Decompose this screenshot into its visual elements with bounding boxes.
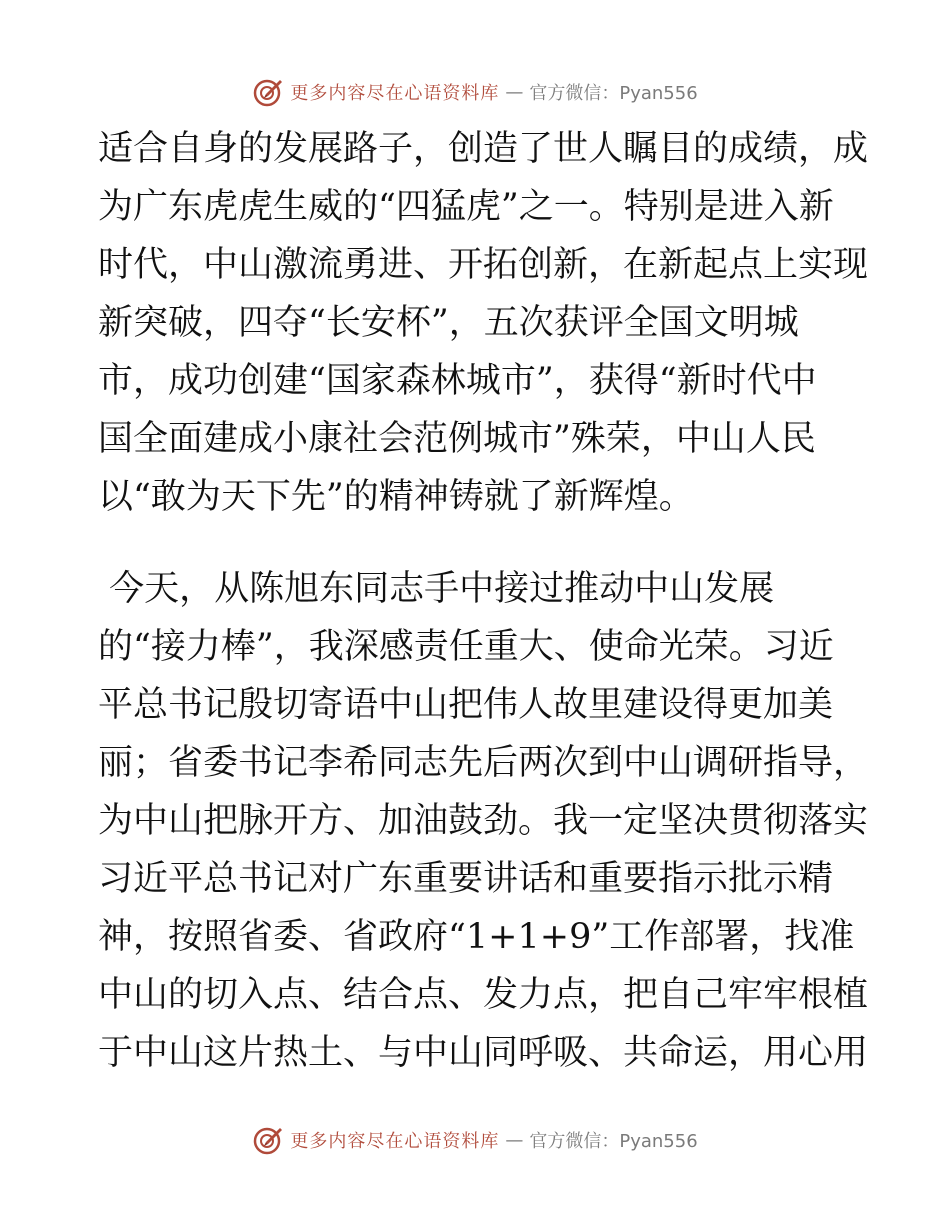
watermark-dash: —: [505, 1129, 524, 1151]
text-line: 丽；省委书记李希同志先后两次到中山调研指导，: [98, 743, 869, 783]
text-line: 为中山把脉开方、加油鼓劲。我一定坚决贯彻落实: [98, 801, 869, 841]
watermark-main-text: 更多内容尽在心语资料库: [290, 1131, 500, 1152]
pen-nib-logo-icon: [252, 1124, 284, 1156]
text-line: 平总书记殷切寄语中山把伟人故里建设得更加美: [98, 685, 834, 725]
text-line: 以“敢为天下先”的精神铸就了新辉煌。: [98, 477, 694, 517]
watermark-main-text: 更多内容尽在心语资料库: [290, 83, 500, 104]
text-line: 市，成功创建“国家森林城市”，获得“新时代中: [98, 361, 817, 401]
footer-watermark: [0, 1120, 950, 1160]
watermark-contact-text: 官方微信：Pyan556: [529, 83, 698, 104]
text-line: 为广东虎虎生威的“四猛虎”之一。特别是进入新: [98, 187, 834, 227]
text-line: 适合自身的发展路子，创造了世人瞩目的成绩，成: [98, 129, 869, 169]
paragraph-1: [98, 120, 869, 526]
text-line: 的“接力棒”，我深感责任重大、使命光荣。习近: [98, 627, 834, 667]
pen-nib-logo-icon: [252, 76, 284, 108]
paragraph-spacer: [98, 526, 858, 560]
paragraph-2: [98, 560, 869, 1082]
header-watermark: [0, 72, 950, 112]
text-line: 习近平总书记对广东重要讲话和重要指示批示精: [98, 859, 834, 899]
text-line: 神，按照省委、省政府“1+1+9”工作部署，找准: [98, 917, 855, 957]
watermark-contact-text: 官方微信：Pyan556: [529, 1131, 698, 1152]
text-line: 中山的切入点、结合点、发力点，把自己牢牢根植: [98, 975, 869, 1015]
text-line: 时代，中山激流勇进、开拓创新，在新起点上实现: [98, 245, 869, 285]
text-line: 新突破，四夺“长安杯”，五次获评全国文明城: [98, 303, 799, 343]
text-line: 于中山这片热土、与中山同呼吸、共命运，用心用: [98, 1033, 869, 1073]
text-line: 今天，从陈旭东同志手中接过推动中山发展: [98, 569, 775, 609]
text-line: 国全面建成小康社会范例城市”殊荣，中山人民: [98, 419, 816, 459]
document-body: [98, 120, 869, 1082]
watermark-dash: —: [505, 81, 524, 103]
